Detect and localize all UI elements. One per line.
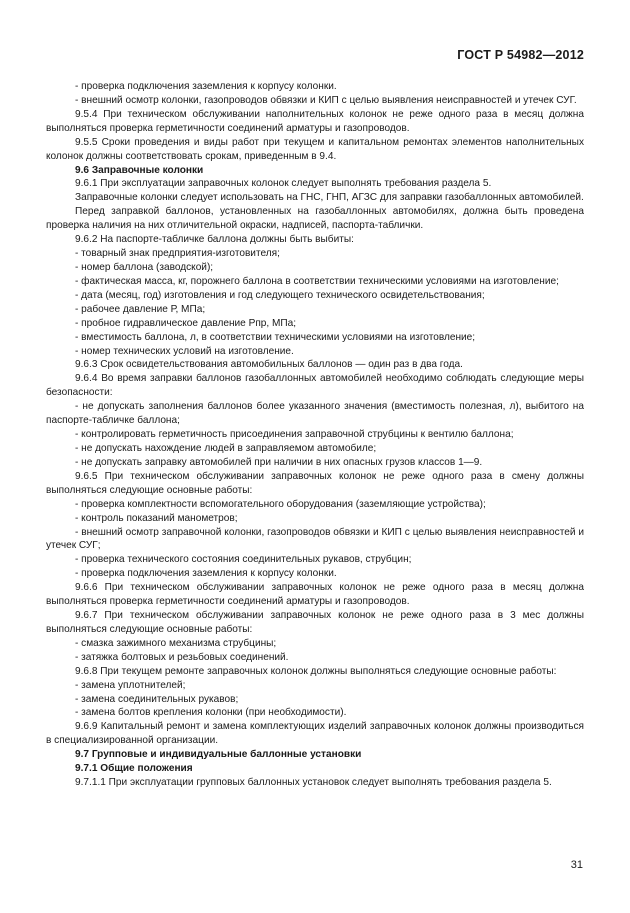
paragraph: 9.6.5 При техническом обслуживании заправочных колонок не реже одного раза в смену должны выполняться следующие основные работы: — [46, 470, 584, 496]
paragraph: - смазка зажимного механизма струбцины; — [75, 637, 277, 649]
paragraph: 9.6.4 Во время заправки баллонов газобаллонных автомобилей необходимо соблюдать следующие меры безопасности: — [46, 373, 584, 399]
paragraph: - рабочее давление Р, МПа; — [75, 303, 206, 315]
paragraph: - пробное гидравлическое давление Рпр, МПа; — [75, 317, 297, 329]
section-heading: 9.7 Групповые и индивидуальные баллонные установки — [75, 749, 362, 761]
paragraph: 9.6.6 При техническом обслуживании заправочных колонок не реже одного раза в месяц должна выполняться проверка герметичности соединений арматуры и газопроводов. — [46, 582, 584, 608]
paragraph: - номер баллона (заводской); — [75, 261, 214, 273]
paragraph: - внешний осмотр заправочной колонки, газопроводов обвязки и КИП с целью выявления неисправностей и утечек СУГ; — [46, 526, 584, 552]
document-code: ГОСТ Р 54982—2012 — [457, 48, 584, 62]
paragraph: - затяжка болтовых и резьбовых соединений. — [75, 651, 289, 663]
paragraph: 9.6.1 При эксплуатации заправочных колонок следует выполнять требования раздела 5. — [75, 178, 492, 190]
section-heading: 9.6 Заправочные колонки — [75, 164, 204, 176]
paragraph: - не допускать заправку автомобилей при наличии в них опасных грузов классов 1—9. — [75, 456, 483, 468]
paragraph: - проверка технического состояния соединительных рукавов, струбцин; — [75, 554, 412, 566]
paragraph: - фактическая масса, кг, порожнего баллона в соответствии техническими условиями на изготовление; — [75, 275, 559, 287]
paragraph: - замена уплотнителей; — [75, 679, 186, 691]
paragraph: 9.6.7 При техническом обслуживании заправочных колонок не реже одного раза в 3 мес должны выполняться следующие основные работы: — [46, 610, 584, 635]
paragraph: 9.6.3 Срок освидетельствования автомобильных баллонов — один раз в два года. — [75, 359, 463, 371]
paragraph: - не допускать заполнения баллонов более указанного значения (вместимость полезная, л), выбитого на паспорте-табличке баллона; — [46, 401, 584, 427]
paragraph: 9.7.1.1 При эксплуатации групповых баллонных установок следует выполнять требования раздела 5. — [75, 777, 552, 789]
paragraph: - товарный знак предприятия-изготовителя; — [75, 248, 280, 260]
page-number: 31 — [570, 859, 583, 871]
paragraph: - контроль показаний манометров; — [75, 512, 238, 524]
document-body — [46, 80, 584, 790]
paragraph: Перед заправкой баллонов, установленных на газобаллонных автомобилях, должна быть проведена проверка наличия на них отличительной окраски, надписей, паспорта-таблички. — [46, 206, 584, 232]
paragraph: 9.5.5 Сроки проведения и виды работ при текущем и капитальном ремонтах элементов наполнительных колонок должны соответствовать срокам, приведенным в 9.4. — [46, 136, 584, 162]
paragraph: Заправочные колонки следует использовать на ГНС, ГНП, АГЗС для заправки газобаллонных автомобилей. — [75, 192, 584, 204]
paragraph: - проверка подключения заземления к корпусу колонки. — [75, 81, 337, 92]
paragraph: - замена болтов крепления колонки (при необходимости). — [75, 707, 347, 719]
paragraph: 9.6.9 Капитальный ремонт и замена комплектующих изделий заправочных колонок должны производиться в специализированной организации. — [46, 721, 584, 747]
paragraph: - вместимость баллона, л, в соответствии техническими условиями на изготовление; — [75, 331, 476, 343]
paragraph: - внешний осмотр колонки, газопроводов обвязки и КИП с целью выявления неисправностей и утечек СУГ. — [75, 94, 577, 106]
paragraph: - проверка подключения заземления к корпусу колонки. — [75, 568, 337, 580]
paragraph: - номер технических условий на изготовление. — [75, 345, 294, 357]
paragraph: - замена соединительных рукавов; — [75, 693, 239, 705]
paragraph: - контролировать герметичность присоединения заправочной струбцины к вентилю баллона; — [75, 429, 514, 441]
paragraph: - дата (месяц, год) изготовления и год следующего технического освидетельствования; — [75, 289, 485, 301]
section-heading: 9.7.1 Общие положения — [75, 763, 193, 775]
paragraph: 9.6.8 При текущем ремонте заправочных колонок должны выполняться следующие основные работы: — [75, 665, 557, 677]
paragraph: - проверка комплектности вспомогательного оборудования (заземляющие устройства); — [75, 498, 486, 510]
paragraph: - не допускать нахождение людей в заправляемом автомобиле; — [75, 442, 377, 454]
paragraph: 9.5.4 При техническом обслуживании наполнительных колонок не реже одного раза в месяц должна выполняться проверка герметичности соединений арматуры и газопроводов. — [46, 108, 584, 134]
paragraph: 9.6.2 На паспорте-табличке баллона должны быть выбиты: — [75, 234, 354, 246]
